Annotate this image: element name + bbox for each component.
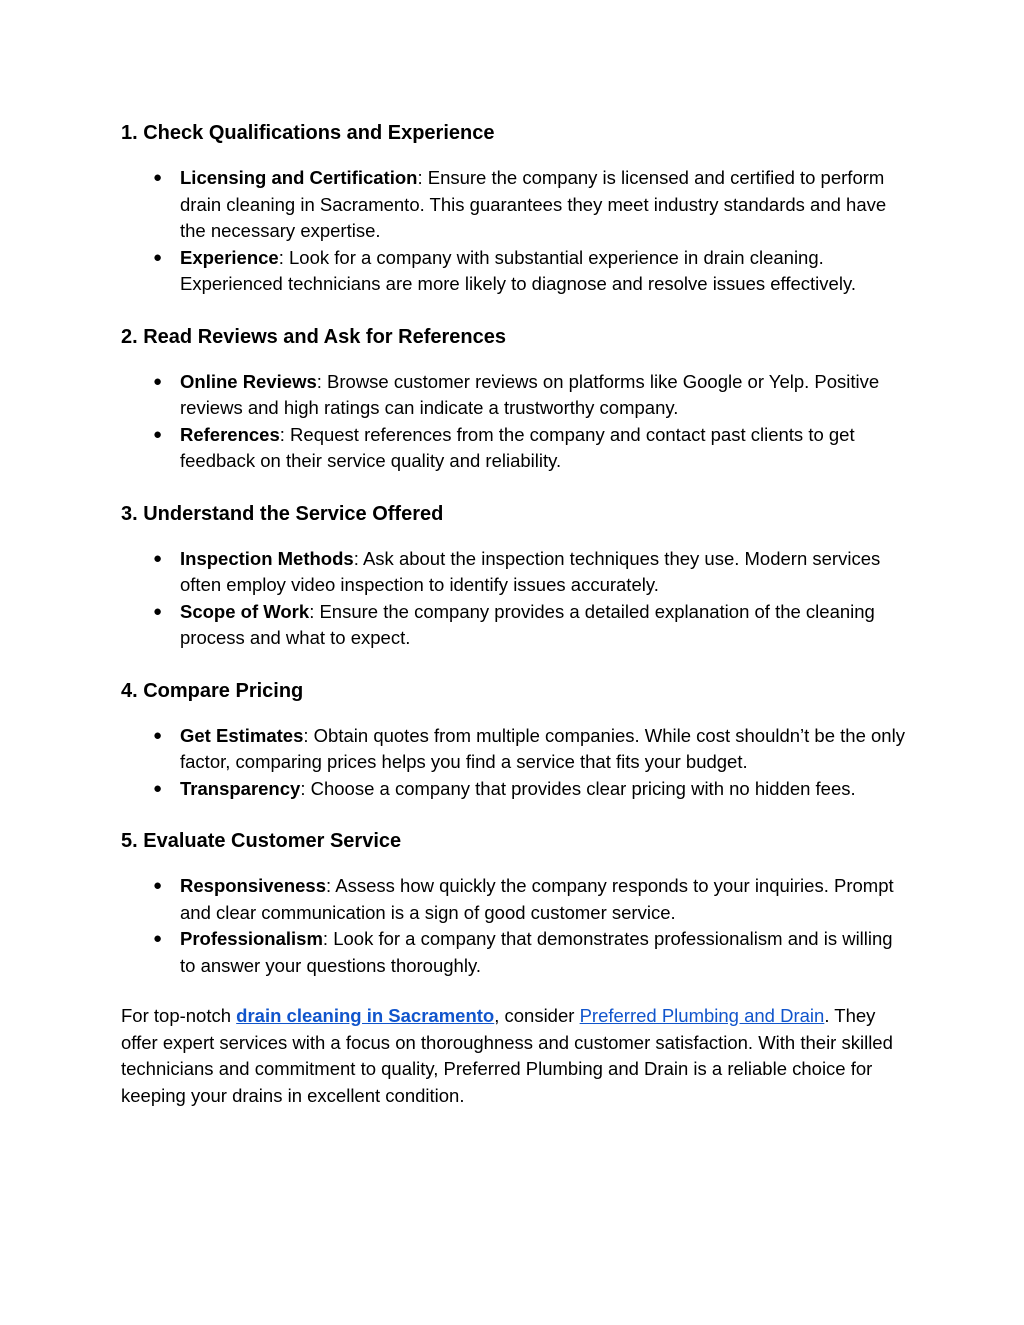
item-text: : Look for a company with substantial experience in drain cleaning. Experienced technicians are more likely to diagnose and resolve issues effectively. xyxy=(180,246,856,294)
section-pricing xyxy=(121,676,911,803)
item-text: : Browse customer reviews on platforms like Google or Yelp. Positive reviews and high ratings can indicate a trustworthy company. xyxy=(180,370,880,418)
bullet-icon: ● xyxy=(153,726,163,744)
closing-paragraph xyxy=(121,1003,911,1109)
item-text: : Choose a company that provides clear pricing with no hidden fees. xyxy=(300,777,856,799)
bullet-list xyxy=(121,165,911,298)
item-title: Inspection Methods xyxy=(180,547,354,569)
item-title: Online Reviews xyxy=(180,370,317,392)
bullet-icon: ● xyxy=(153,602,163,620)
item-title: Responsiveness xyxy=(180,875,327,896)
item-text: : Ensure the company is licensed and certified to perform drain cleaning in Sacramento. This guarantees they meet industry standards and have the necessary expertise. xyxy=(180,167,887,241)
item-title: Experience xyxy=(180,246,279,268)
list-item xyxy=(121,926,911,979)
section-heading: 1. Check Qualifications and Experience xyxy=(121,122,495,144)
item-text: : Request references from the company and contact past clients to get feedback on their service quality and reliability. xyxy=(180,423,855,471)
bullet-icon: ● xyxy=(153,372,163,390)
section-heading: 3. Understand the Service Offered xyxy=(121,502,444,525)
section-service xyxy=(121,499,911,652)
item-text: : Look for a company that demonstrates professionalism and is willing to answer your questions thoroughly. xyxy=(180,928,893,976)
section-reviews xyxy=(121,322,911,475)
bullet-list xyxy=(121,723,911,803)
bullet-list xyxy=(121,546,911,652)
list-item xyxy=(121,723,911,776)
list-item xyxy=(121,165,911,245)
item-title: Professionalism xyxy=(180,928,323,949)
closing-middle: , consider xyxy=(494,1005,580,1026)
bullet-list xyxy=(121,369,911,475)
list-item xyxy=(121,776,911,803)
list-item xyxy=(121,422,911,475)
bullet-icon: ● xyxy=(153,779,163,797)
item-text: : Ensure the company provides a detailed explanation of the cleaning process and what to expect. xyxy=(180,600,875,648)
item-title: Get Estimates xyxy=(180,724,304,746)
bullet-icon: ● xyxy=(153,169,163,186)
section-qualifications xyxy=(121,118,911,298)
item-title: References xyxy=(180,423,280,445)
bullet-icon: ● xyxy=(153,248,163,266)
bullet-list xyxy=(121,873,911,979)
item-title: Scope of Work xyxy=(180,600,310,622)
bullet-icon: ● xyxy=(153,930,163,947)
section-customer-service xyxy=(121,826,911,979)
company-link[interactable]: Preferred Plumbing and Drain xyxy=(579,1005,825,1026)
bullet-icon: ● xyxy=(153,877,163,894)
section-heading: 4. Compare Pricing xyxy=(121,679,304,702)
section-heading: 5. Evaluate Customer Service xyxy=(121,830,402,852)
list-item xyxy=(121,873,911,926)
list-item xyxy=(121,369,911,422)
bullet-icon: ● xyxy=(153,549,163,567)
closing-prefix: For top-notch xyxy=(121,1005,237,1026)
list-item xyxy=(121,599,911,652)
item-text: : Obtain quotes from multiple companies. While cost shouldn’t be the only factor, comparing prices helps you find a service that fits your budget. xyxy=(180,724,905,772)
document-page xyxy=(121,118,911,1109)
item-text: : Ask about the inspection techniques they use. Modern services often employ video inspection to identify issues accurately. xyxy=(180,547,881,595)
list-item xyxy=(121,546,911,599)
section-heading: 2. Read Reviews and Ask for References xyxy=(121,325,506,348)
item-title: Licensing and Certification xyxy=(180,167,418,188)
drain-cleaning-link[interactable]: drain cleaning in Sacramento xyxy=(236,1005,495,1026)
closing-suffix: . They offer expert services with a focus on thoroughness and customer satisfaction. With their skilled technicians and commitment to quality, Preferred Plumbing and Drain is a reliable choice for keeping your drains in excellent condition. xyxy=(121,1005,893,1106)
item-title: Transparency xyxy=(180,777,301,799)
bullet-icon: ● xyxy=(153,425,163,443)
item-text: : Assess how quickly the company responds to your inquiries. Prompt and clear communication is a sign of good customer service. xyxy=(180,875,894,923)
list-item xyxy=(121,245,911,298)
